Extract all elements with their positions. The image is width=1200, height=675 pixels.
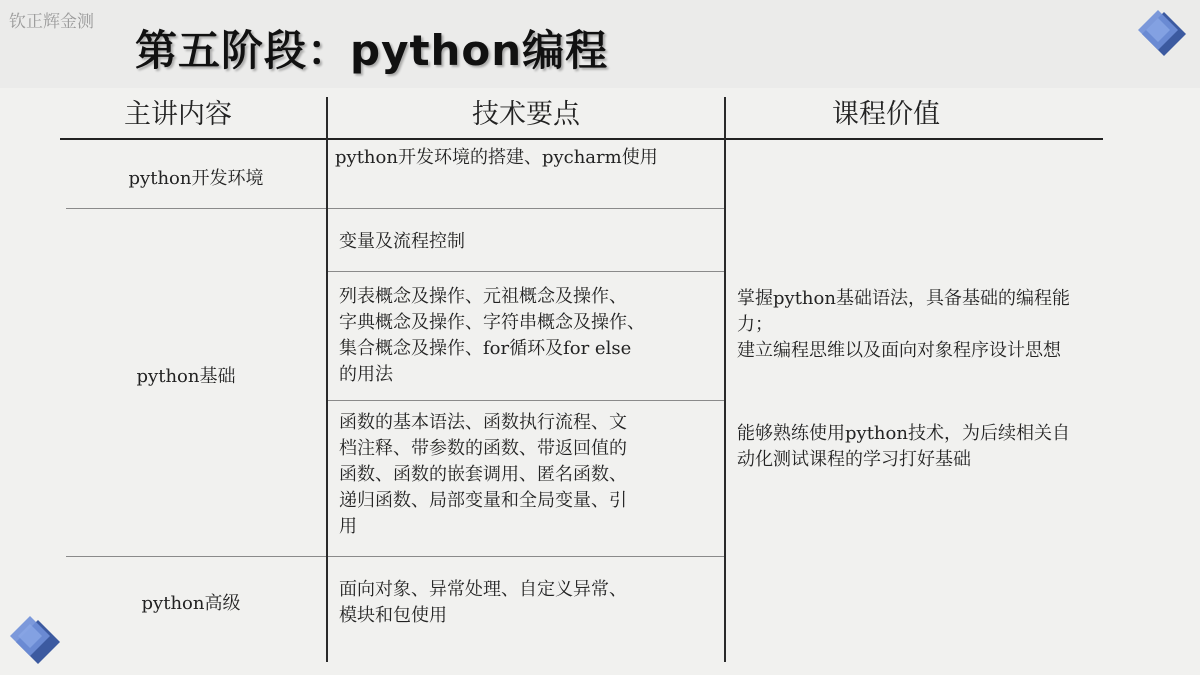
points-line: 列表概念及操作、元祖概念及操作、 <box>339 286 627 307</box>
column-header-points: 技术要点 <box>472 99 580 130</box>
diamond-cluster-icon <box>1134 6 1192 64</box>
cell-divider <box>328 271 724 272</box>
value-line: 力； <box>737 314 773 335</box>
points-line: 的用法 <box>339 364 393 385</box>
points-line: 档注释、带参数的函数、带返回值的 <box>339 438 627 459</box>
column-divider-1 <box>326 97 328 662</box>
points-line: 模块和包使用 <box>339 605 447 626</box>
diamond-cluster-icon <box>6 612 64 670</box>
topic-cell-basics: python基础 <box>136 366 236 387</box>
column-header-topic: 主讲内容 <box>124 99 232 130</box>
row-divider <box>66 208 326 209</box>
cell-divider <box>328 556 724 557</box>
points-line: 字典概念及操作、字符串概念及操作、 <box>339 312 645 333</box>
column-divider-2 <box>724 97 726 662</box>
value-line: 能够熟练使用python技术，为后续相关自 <box>737 423 1070 444</box>
header-divider <box>60 138 1103 140</box>
cell-divider <box>328 208 724 209</box>
points-line: 变量及流程控制 <box>339 231 465 252</box>
points-cell-collections <box>339 284 645 388</box>
cell-divider <box>328 400 724 401</box>
points-line: 集合概念及操作、for循环及for else <box>339 338 632 359</box>
points-cell-functions <box>339 410 627 540</box>
topic-cell-dev-env: python开发环境 <box>128 168 264 189</box>
points-line: 递归函数、局部变量和全局变量、引 <box>339 490 627 511</box>
points-cell-advanced <box>339 577 627 629</box>
points-cell-variables <box>339 229 465 255</box>
points-line: 函数的基本语法、函数执行流程、文 <box>339 412 627 433</box>
value-line: 掌握python基础语法，具备基础的编程能 <box>737 288 1070 309</box>
topic-cell-advanced: python高级 <box>141 593 241 614</box>
row-divider <box>66 556 326 557</box>
value-line: 动化测试课程的学习打好基础 <box>737 449 971 470</box>
points-line: 用 <box>339 516 357 537</box>
points-line: python开发环境的搭建、pycharm使用 <box>335 147 658 168</box>
value-text-block-2 <box>737 421 1157 473</box>
value-line: 建立编程思维以及面向对象程序设计思想 <box>737 340 1061 361</box>
column-header-value: 课程价值 <box>832 99 940 130</box>
points-cell-dev-env <box>335 145 658 171</box>
points-line: 函数、函数的嵌套调用、匿名函数、 <box>339 464 627 485</box>
watermark: 钦正辉金测 <box>9 12 94 32</box>
value-text-block-1 <box>737 286 1157 364</box>
page-title: 第五阶段：python编程 <box>135 26 609 75</box>
points-line: 面向对象、异常处理、自定义异常、 <box>339 579 627 600</box>
